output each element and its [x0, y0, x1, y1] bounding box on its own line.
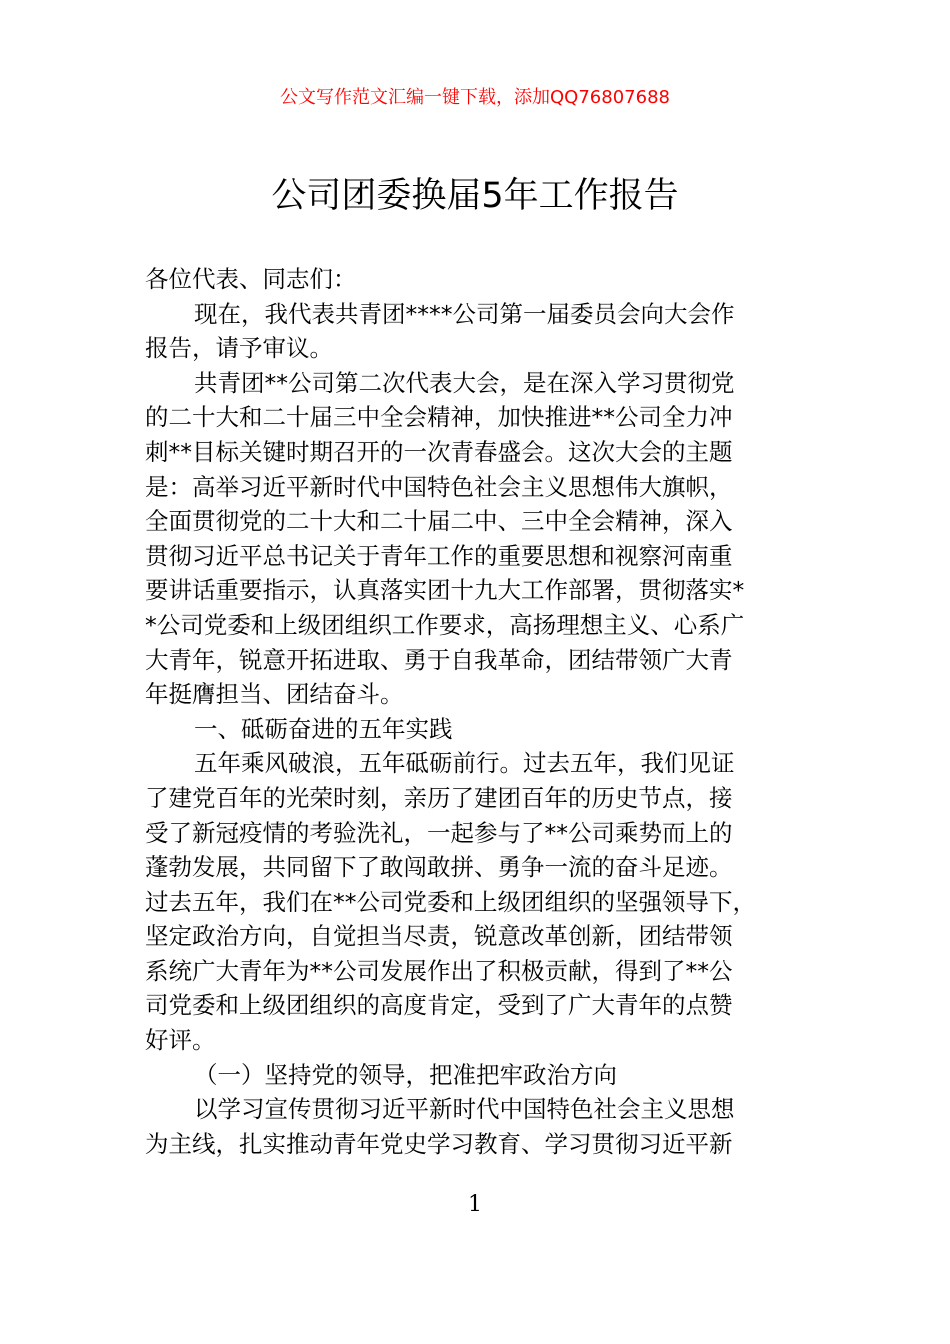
paragraph-line: 过去五年，我们在**公司党委和上级团组织的坚强领导下，: [145, 887, 756, 916]
paragraph-line: 了建党百年的光荣时刻，亲历了建团百年的历史节点，接: [145, 783, 733, 812]
section-heading: 一、砥砺奋进的五年实践: [194, 714, 453, 743]
paragraph-line: 司党委和上级团组织的高度肯定，受到了广大青年的点赞: [145, 991, 733, 1020]
paragraph-line: 的二十大和二十届三中全会精神，加快推进**公司全力冲: [145, 403, 733, 432]
paragraph-line: 坚定政治方向，自觉担当尽责，锐意改革创新，团结带领: [145, 922, 733, 951]
paragraph-line: 系统广大青年为**公司发展作出了积极贡献，得到了**公: [145, 956, 733, 985]
salutation: 各位代表、同志们：: [145, 265, 357, 293]
paragraph-line: 好评。: [145, 1026, 216, 1055]
page-number: 1: [468, 1192, 482, 1217]
paragraph-line: 为主线，扎实推动青年党史学习教育、学习贯彻习近平新: [145, 1129, 733, 1158]
paragraph-line: 以学习宣传贯彻习近平新时代中国特色社会主义思想: [194, 1095, 735, 1124]
paragraph-line: 是：高举习近平新时代中国特色社会主义思想伟大旗帜，: [145, 472, 733, 501]
document-title: 公司团委换届5年工作报告: [271, 176, 679, 216]
subsection-heading: （一）坚持党的领导，把准把牢政治方向: [194, 1060, 617, 1089]
document-body: [145, 262, 817, 1161]
paragraph-line: 五年乘风破浪，五年砥砺前行。过去五年，我们见证: [194, 749, 735, 778]
paragraph-line: 贯彻习近平总书记关于青年工作的重要思想和视察河南重: [145, 541, 733, 570]
paragraph-line: 现在，我代表共青团****公司第一届委员会向大会作: [194, 299, 735, 328]
paragraph-line: 要讲话重要指示，认真落实团十九大工作部署，贯彻落实*: [145, 576, 745, 605]
paragraph-line: 受了新冠疫情的考验洗礼，一起参与了**公司乘势而上的: [145, 818, 733, 847]
paragraph-line: 大青年，锐意开拓进取、勇于自我革命，团结带领广大青: [145, 645, 733, 674]
paragraph-line: 刺**目标关键时期召开的一次青春盛会。这次大会的主题: [145, 437, 733, 466]
paragraph-line: 全面贯彻党的二十大和二十届二中、三中全会精神，深入: [145, 507, 733, 536]
paragraph-line: 共青团**公司第二次代表大会，是在深入学习贯彻党: [194, 368, 735, 397]
paragraph-line: 年挺膺担当、团结奋斗。: [145, 680, 404, 709]
download-watermark-link[interactable]: 公文写作范文汇编一键下载，添加QQ76807688: [280, 87, 670, 108]
paragraph-line: 蓬勃发展，共同留下了敢闯敢拼、勇争一流的奋斗足迹。: [145, 853, 733, 882]
paragraph-line: 报告，请予审议。: [145, 334, 333, 363]
paragraph-line: *公司党委和上级团组织工作要求，高扬理想主义、心系广: [145, 610, 745, 639]
